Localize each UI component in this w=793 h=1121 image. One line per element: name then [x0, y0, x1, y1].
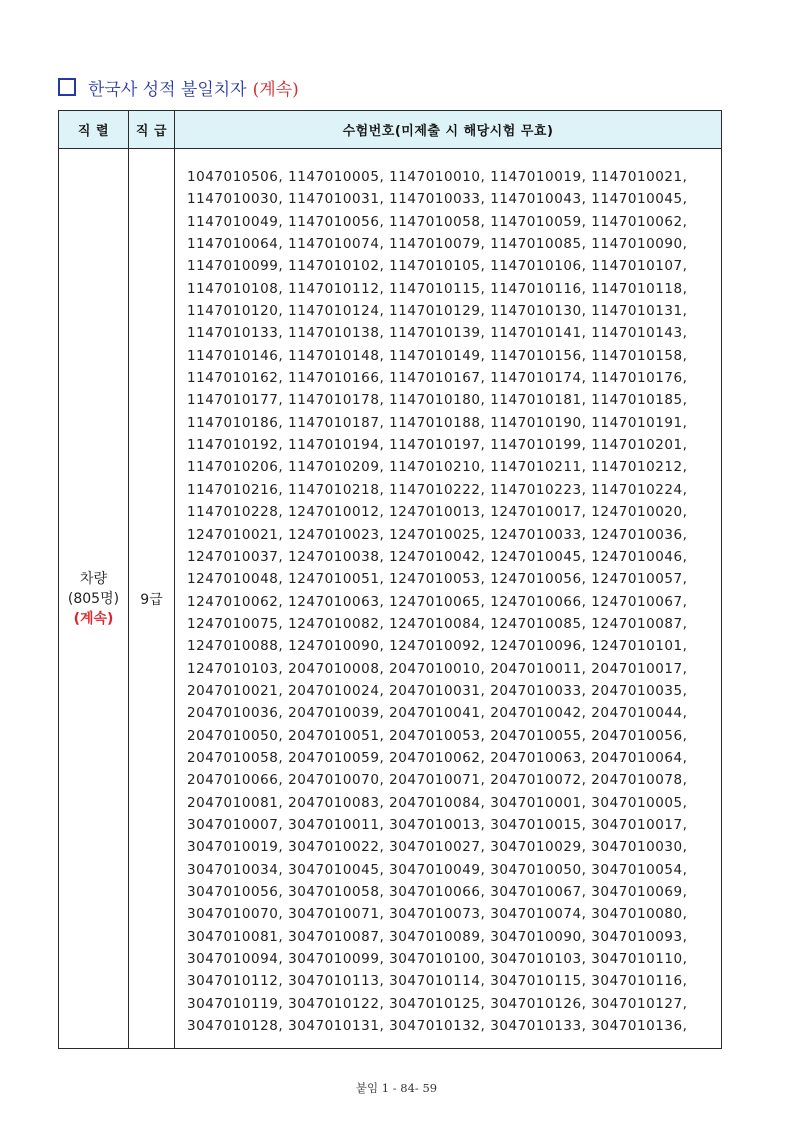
- exam-number-line: 3047010119, 3047010122, 3047010125, 3047010126, 3047010127,: [187, 995, 688, 1012]
- exam-number-line: 1147010192, 1147010194, 1147010197, 1147010199, 1147010201,: [187, 437, 688, 454]
- section-continued-label: (계속): [252, 79, 299, 100]
- header-grade: 직 급: [129, 111, 175, 149]
- exam-number-line: 2047010036, 2047010039, 2047010041, 2047010042, 2047010044,: [187, 705, 688, 722]
- exam-number-line: 2047010058, 2047010059, 2047010062, 2047010063, 2047010064,: [187, 749, 688, 766]
- exam-number-line: 1247010103, 2047010008, 2047010010, 2047010011, 2047010017,: [187, 660, 688, 677]
- exam-number-line: 1147010177, 1147010178, 1147010180, 1147010181, 1147010185,: [187, 392, 688, 409]
- roster-table: [58, 110, 722, 1049]
- job-series-cell: [59, 149, 129, 1049]
- exam-number-line: 1247010062, 1247010063, 1247010065, 1247010066, 1247010067,: [187, 593, 688, 610]
- exam-number-line: 3047010034, 3047010045, 3047010049, 3047010050, 3047010054,: [187, 861, 688, 878]
- exam-number-line: 3047010019, 3047010022, 3047010027, 3047010029, 3047010030,: [187, 839, 688, 856]
- grade-value: 9급: [140, 591, 163, 608]
- exam-number-line: 1147010120, 1147010124, 1147010129, 1147010130, 1147010131,: [187, 303, 688, 320]
- exam-number-line: 3047010094, 3047010099, 3047010100, 3047010103, 3047010110,: [187, 951, 688, 968]
- header-exam-numbers: 수험번호(미제출 시 해당시험 무효): [175, 111, 722, 149]
- job-series-count: (805명): [67, 590, 120, 607]
- exam-number-line: 1147010064, 1147010074, 1147010079, 1147010085, 1147010090,: [187, 236, 688, 253]
- exam-number-line: 3047010081, 3047010087, 3047010089, 3047010090, 3047010093,: [187, 928, 688, 945]
- job-series-continued: (계속): [73, 610, 114, 627]
- exam-number-line: 1147010108, 1147010112, 1147010115, 1147010116, 1147010118,: [187, 280, 688, 297]
- exam-number-line: 1147010030, 1147010031, 1147010033, 1147010043, 1147010045,: [187, 191, 688, 208]
- table-header-row: [59, 111, 722, 149]
- exam-number-line: 1147010186, 1147010187, 1147010188, 1147010190, 1147010191,: [187, 414, 688, 431]
- exam-numbers-cell: [175, 149, 722, 1049]
- exam-numbers-list: [175, 149, 721, 1037]
- checkbox-square-icon: [58, 78, 76, 96]
- grade-cell: [129, 149, 175, 1049]
- section-title: 한국사 성적 불일치자: [88, 79, 247, 100]
- exam-number-line: 1247010037, 1247010038, 1247010042, 1247010045, 1247010046,: [187, 548, 688, 565]
- exam-number-line: 1147010216, 1147010218, 1147010222, 1147010223, 1147010224,: [187, 481, 688, 498]
- exam-number-line: 1147010099, 1147010102, 1147010105, 1147010106, 1147010107,: [187, 258, 688, 275]
- exam-number-line: 1247010088, 1247010090, 1247010092, 1247010096, 1247010101,: [187, 638, 688, 655]
- exam-number-line: 1247010021, 1247010023, 1247010025, 1247010033, 1247010036,: [187, 526, 688, 543]
- exam-number-line: 3047010112, 3047010113, 3047010114, 3047010115, 3047010116,: [187, 973, 688, 990]
- exam-number-line: 2047010066, 2047010070, 2047010071, 2047010072, 2047010078,: [187, 772, 688, 789]
- exam-number-line: 1147010228, 1247010012, 1247010013, 1247010017, 1247010020,: [187, 504, 688, 521]
- exam-number-line: 1047010506, 1147010005, 1147010010, 1147010019, 1147010021,: [187, 169, 688, 185]
- exam-number-line: 1247010075, 1247010082, 1247010084, 1247010085, 1247010087,: [187, 615, 688, 632]
- table-row: [59, 149, 722, 1049]
- exam-number-line: 1147010146, 1147010148, 1147010149, 1147010156, 1147010158,: [187, 347, 688, 364]
- exam-number-line: 2047010021, 2047010024, 2047010031, 2047010033, 2047010035,: [187, 682, 688, 699]
- header-job-series: 직 렬: [59, 111, 129, 149]
- job-series-name: 차량: [79, 570, 108, 587]
- exam-number-line: 2047010050, 2047010051, 2047010053, 2047010055, 2047010056,: [187, 727, 688, 744]
- exam-number-line: 1147010206, 1147010209, 1147010210, 1147010211, 1147010212,: [187, 459, 688, 476]
- exam-number-line: 2047010081, 2047010083, 2047010084, 3047010001, 3047010005,: [187, 794, 688, 811]
- exam-number-line: 1247010048, 1247010051, 1247010053, 1247010056, 1247010057,: [187, 571, 688, 588]
- page-footer: 붙임 1 - 84- 59: [355, 1081, 438, 1095]
- exam-number-line: 3047010007, 3047010011, 3047010013, 3047010015, 3047010017,: [187, 816, 688, 833]
- exam-number-line: 1147010133, 1147010138, 1147010139, 1147010141, 1147010143,: [187, 325, 688, 342]
- exam-number-line: 3047010070, 3047010071, 3047010073, 3047010074, 3047010080,: [187, 906, 688, 923]
- exam-number-line: 3047010128, 3047010131, 3047010132, 3047010133, 3047010136,: [187, 1018, 688, 1035]
- exam-number-line: 1147010049, 1147010056, 1147010058, 1147010059, 1147010062,: [187, 213, 688, 230]
- exam-number-line: 1147010162, 1147010166, 1147010167, 1147010174, 1147010176,: [187, 370, 688, 387]
- exam-number-line: 3047010056, 3047010058, 3047010066, 3047010067, 3047010069,: [187, 884, 688, 900]
- section-heading: [58, 74, 299, 100]
